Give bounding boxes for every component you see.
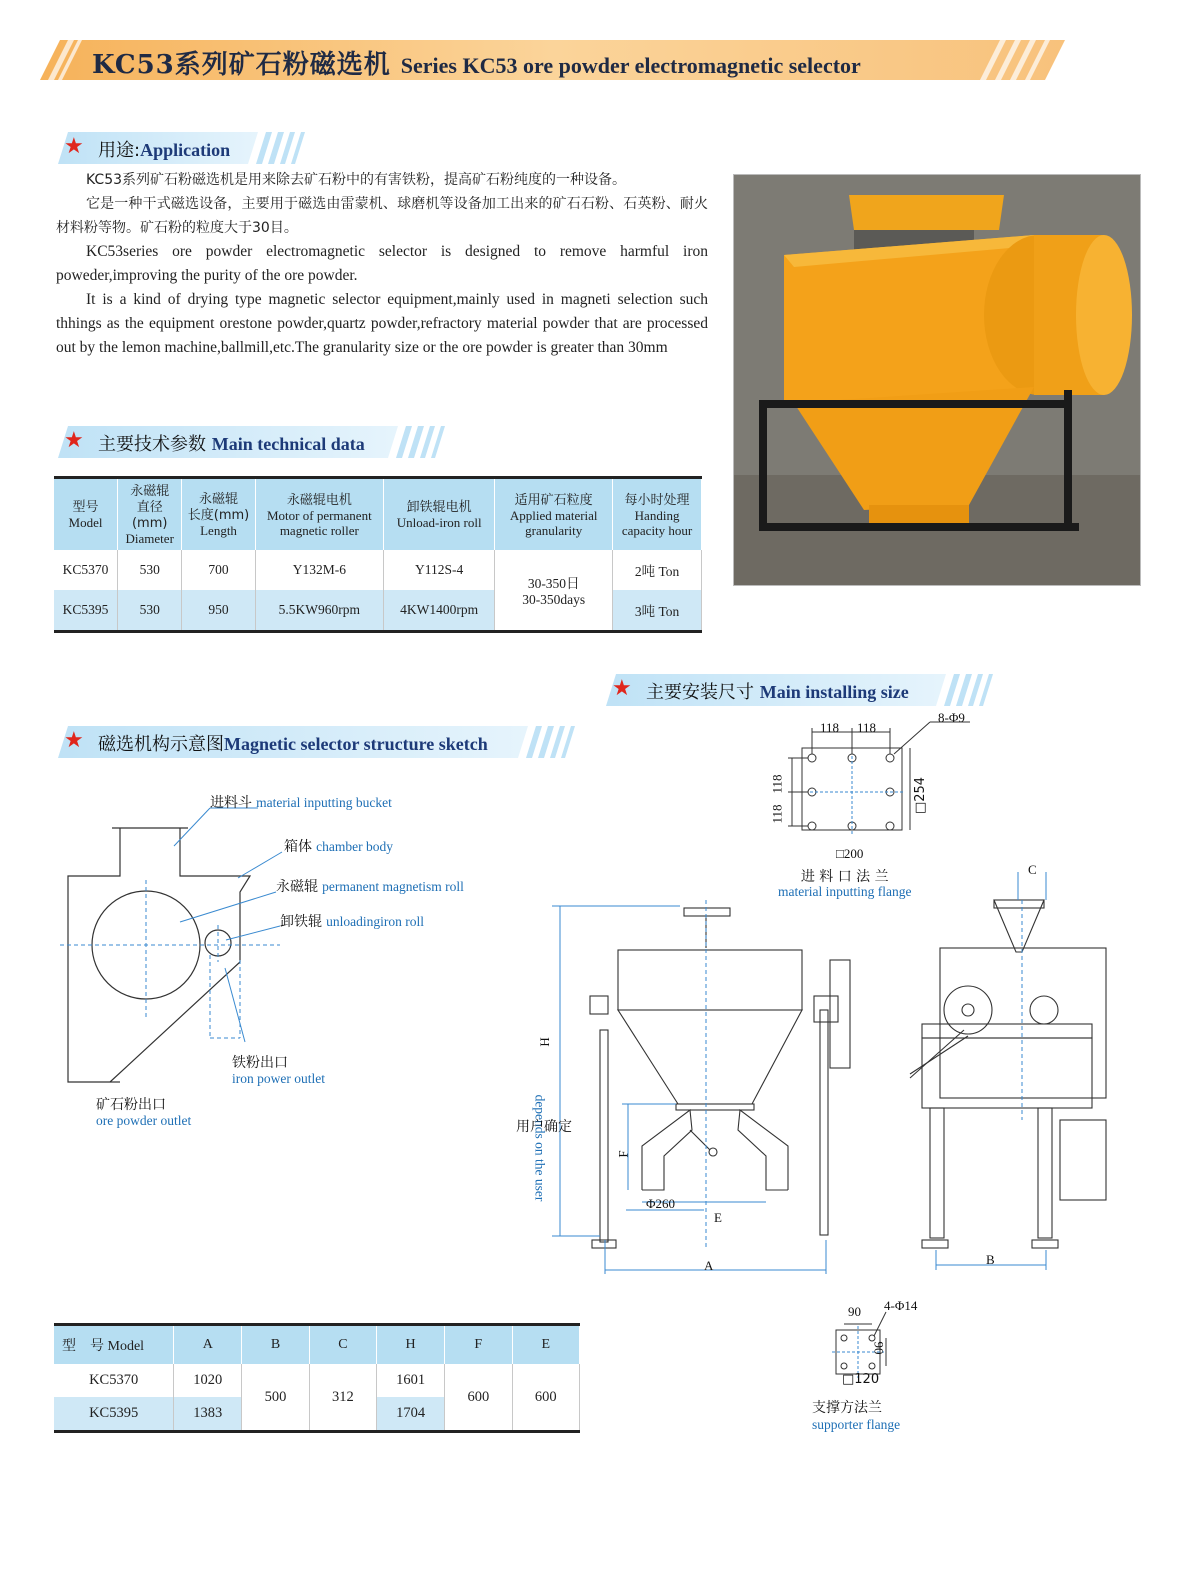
label-permanent-magnetism-roll: 永磁辊 permanent magnetism roll [276, 879, 464, 895]
installation-drawing [530, 860, 1130, 1280]
application-text [56, 168, 708, 360]
label-unloading-iron-roll: 卸铁辊 unloadingiron roll [280, 914, 425, 930]
dim-H: H [537, 1037, 553, 1047]
install-header: ★ 主要安装尺寸 Main installing size [606, 672, 1006, 708]
dim-phi260: Φ260 [646, 1196, 676, 1211]
inputting-flange-drawing [770, 710, 1000, 860]
dim-holes-8: 8-Φ9 [938, 710, 965, 725]
table-header-row: 型号 Model 永磁辊 直径(mm) Diameter 永磁辊 长度(mm) Length 永磁辊电机 Motor of permanent magnetic roller 卸铁辊电机 Unload-iron roll 适用矿石粒度 Applied material granularity 每小时处理 Handing capacity hour [54, 478, 702, 551]
table-header-row: 型 号 Model A B C H F E [54, 1325, 580, 1365]
dim-B: B [986, 1252, 995, 1267]
machine-photo [733, 174, 1141, 586]
structure-sketch-drawing [50, 780, 610, 1140]
tech-header: ★ 主要技术参数 Main technical data [58, 424, 458, 460]
label-inputting-flange: 进 料 口 法 兰 material inputting flange [778, 869, 912, 899]
dim-90-a: 90 [848, 1304, 861, 1319]
dim-E: E [714, 1210, 722, 1225]
star-icon: ★ [64, 134, 84, 159]
dim-118-a: 118 [820, 720, 840, 735]
sketch-header: ★ 磁选机构示意图Magnetic selector structure sketch [58, 724, 598, 760]
title-cn: KC53系列矿石粉磁选机 [92, 50, 391, 80]
application-para-4: It is a kind of drying type magnetic selector equipment,mainly used in magneti selection such thhings as the equipment orestone powder,quartz powder,refractory material powder that are processed out by the lemon machine,ballmill,etc.The granularity size or the ore powder is greater than 30mm [56, 291, 708, 356]
table-row: KC5395 1383 1704 [54, 1397, 580, 1432]
dim-holes-4: 4-Φ14 [884, 1298, 918, 1313]
technical-data-table [54, 476, 702, 633]
dim-sq200: □200 [836, 846, 864, 861]
dim-118-c: 118 [769, 774, 785, 794]
dim-C: C [1028, 862, 1037, 877]
dimensions-table [54, 1323, 580, 1433]
table-row: KC5395 530 950 5.5KW960rpm 4KW1400rpm 3吨 Ton [54, 590, 702, 632]
application-para-3: KC53series ore powder electromagnetic selector is designed to remove harmful iron poweder,improving the purity of the ore powder. [56, 243, 708, 284]
label-material-inputting-bucket: 进料斗 material inputting bucket [210, 795, 392, 811]
label-depends-on-user: depends on the user [532, 1094, 548, 1202]
table-row: KC5370 530 700 Y132M-6 Y112S-4 30-350日 30-350days 2吨 Ton [54, 550, 702, 590]
title-en: Series KC53 ore powder electromagnetic selector [400, 53, 861, 78]
dim-90-b: 90 [871, 1341, 887, 1355]
star-icon: ★ [612, 676, 632, 701]
dim-sq254: □254 [913, 776, 929, 815]
star-icon: ★ [64, 428, 84, 453]
label-user-determined: 用户确定 [516, 1119, 572, 1135]
table-row: KC5370 1020 500 312 1601 600 600 [54, 1364, 580, 1397]
dim-sq120: □120 [842, 1372, 880, 1387]
dim-118-d: 118 [769, 804, 785, 824]
label-ore-powder-outlet: 矿石粉出口 ore powder outlet [96, 1097, 192, 1128]
dim-F: F [615, 1150, 631, 1158]
label-iron-power-outlet: 铁粉出口 iron power outlet [232, 1055, 325, 1086]
application-para-2: 它是一种干式磁选设备，主要用于磁选由雷蒙机、球磨机等设备加工出来的矿石石粉、石英粉、耐火材料粉等物。矿石粉的粒度大于30目。 [56, 196, 708, 236]
application-header: ★ 用途:Application [58, 130, 318, 166]
dim-118-b: 118 [857, 720, 877, 735]
label-supporter-flange: 支撑方法兰 supporter flange [812, 1400, 901, 1432]
star-icon: ★ [64, 728, 84, 753]
application-para-1: KC53系列矿石粉磁选机是用来除去矿石粉中的有害铁粉，提高矿石粉纯度的一种设备。 [86, 172, 627, 188]
dim-A: A [704, 1258, 714, 1273]
page-title [92, 44, 861, 81]
label-chamber-body: 箱体 chamber body [284, 839, 393, 855]
